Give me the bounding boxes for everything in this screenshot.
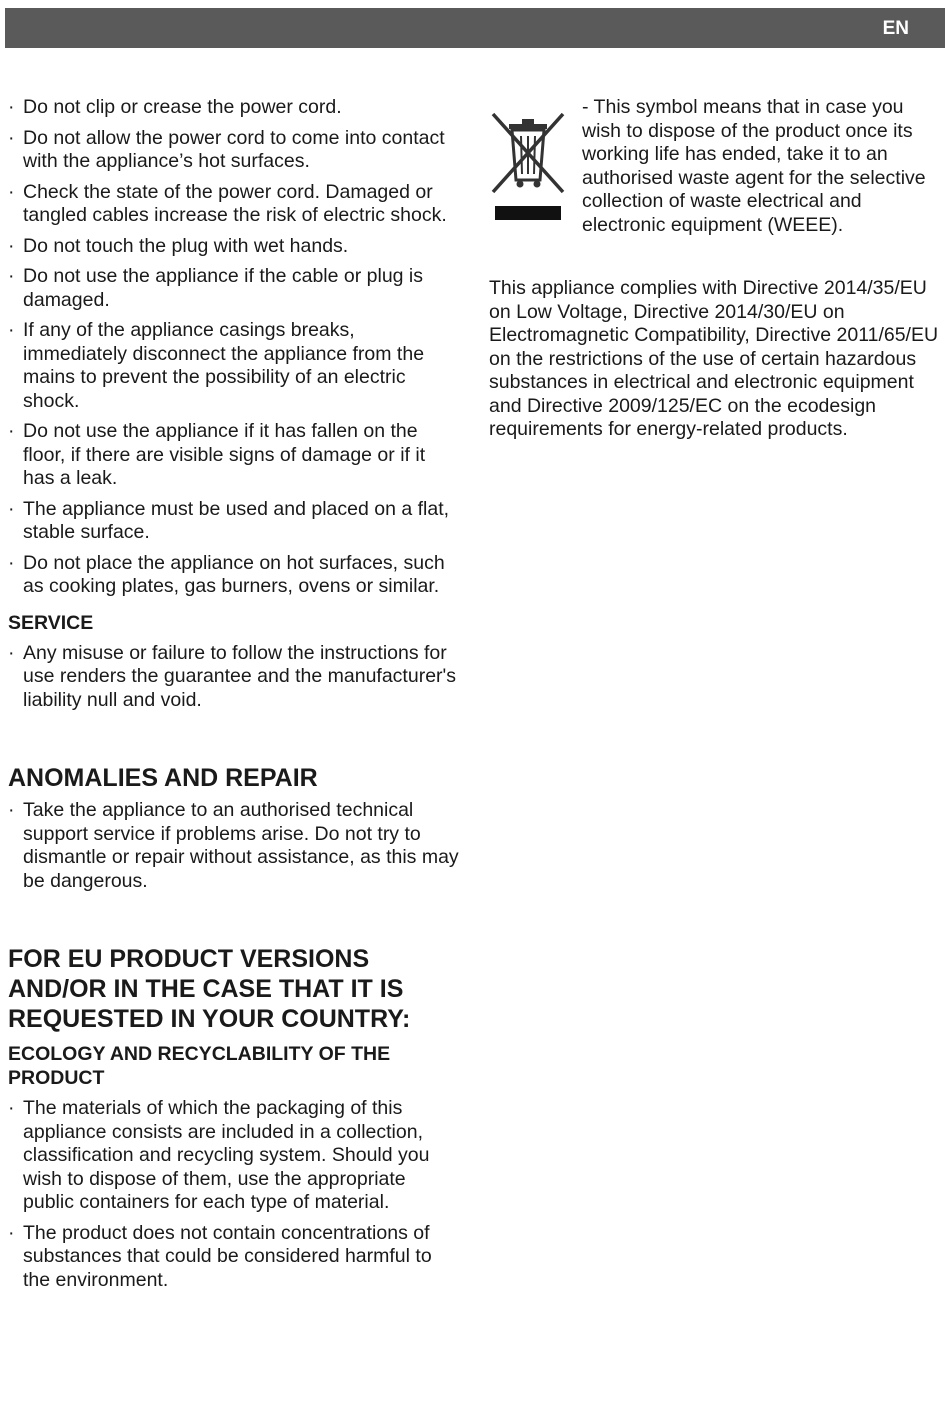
ecology-heading: ECOLOGY AND RECYCLABILITY OF THE PRODUCT [8, 1043, 391, 1089]
service-heading: SERVICE [8, 611, 94, 634]
list-item: · Do not touch the plug with wet hands. [8, 234, 349, 257]
service-list [8, 642, 460, 713]
list-item: · Any misuse or failure to follow the instructions for use renders the guarantee and the manufacturer's liability null and void. [8, 641, 456, 711]
list-item: · Do not use the appliance if the cable or plug is damaged. [8, 265, 424, 311]
weee-text: - This symbol means that in case you wish to dispose of the product once its working life has ended, take it to an authorised waste agent for the selective collection of waste electrical and electronic equipment (WEEE). [582, 96, 926, 236]
eu-heading: FOR EU PRODUCT VERSIONS AND/OR IN THE CASE THAT IT IS REQUESTED IN YOUR COUNTRY: [8, 945, 411, 1033]
language-label: EN [882, 18, 909, 39]
list-item: · Do not allow the power cord to come into contact with the appliance’s hot surfaces. [8, 126, 445, 172]
list-item: · Take the appliance to an authorised technical support service if problems arise. Do not try to dismantle or repair without assistance, as this may be dangerous. [8, 799, 459, 892]
anomalies-list [8, 799, 460, 893]
list-item: · The materials of which the packaging of this appliance consists are included in a collection, classification and recycling system. Should you wish to dispose of them, use the appropriate public containers for each type of material. [8, 1097, 430, 1213]
list-item: · If any of the appliance casings breaks, immediately disconnect the appliance from the mains to prevent the possibility of an electric shock. [8, 319, 425, 412]
list-item: · Do not place the appliance on hot surfaces, such as cooking plates, gas burners, ovens or similar. [8, 551, 445, 597]
weee-notice [489, 96, 939, 237]
right-column [489, 96, 939, 442]
list-item: · Check the state of the power cord. Damaged or tangled cables increase the risk of electric shock. [8, 180, 447, 226]
compliance-text: This appliance complies with Directive 2014/35/EU on Low Voltage, Directive 2014/30/EU on Electromagnetic Compatibility, Directive 2011/65/EU on the restrictions of the use of certain hazardous substances in electrical and electronic equipment and Directive 2009/125/EC on the ecodesign requirements for energy-related products. [489, 277, 939, 440]
list-item: · The appliance must be used and placed on a flat, stable surface. [8, 497, 450, 543]
ecology-list [8, 1097, 460, 1292]
list-item: · The product does not contain concentrations of substances that could be considered harmful to the environment. [8, 1221, 432, 1291]
safety-list [8, 96, 460, 599]
list-item: · Do not use the appliance if it has fallen on the floor, if there are visible signs of damage or if it has a leak. [8, 420, 426, 489]
list-item: · Do not clip or crease the power cord. [8, 96, 342, 118]
header-bar [5, 8, 945, 48]
crossed-out-bin-icon [489, 110, 567, 228]
left-column [8, 96, 460, 1299]
anomalies-heading: ANOMALIES AND REPAIR [8, 764, 318, 792]
